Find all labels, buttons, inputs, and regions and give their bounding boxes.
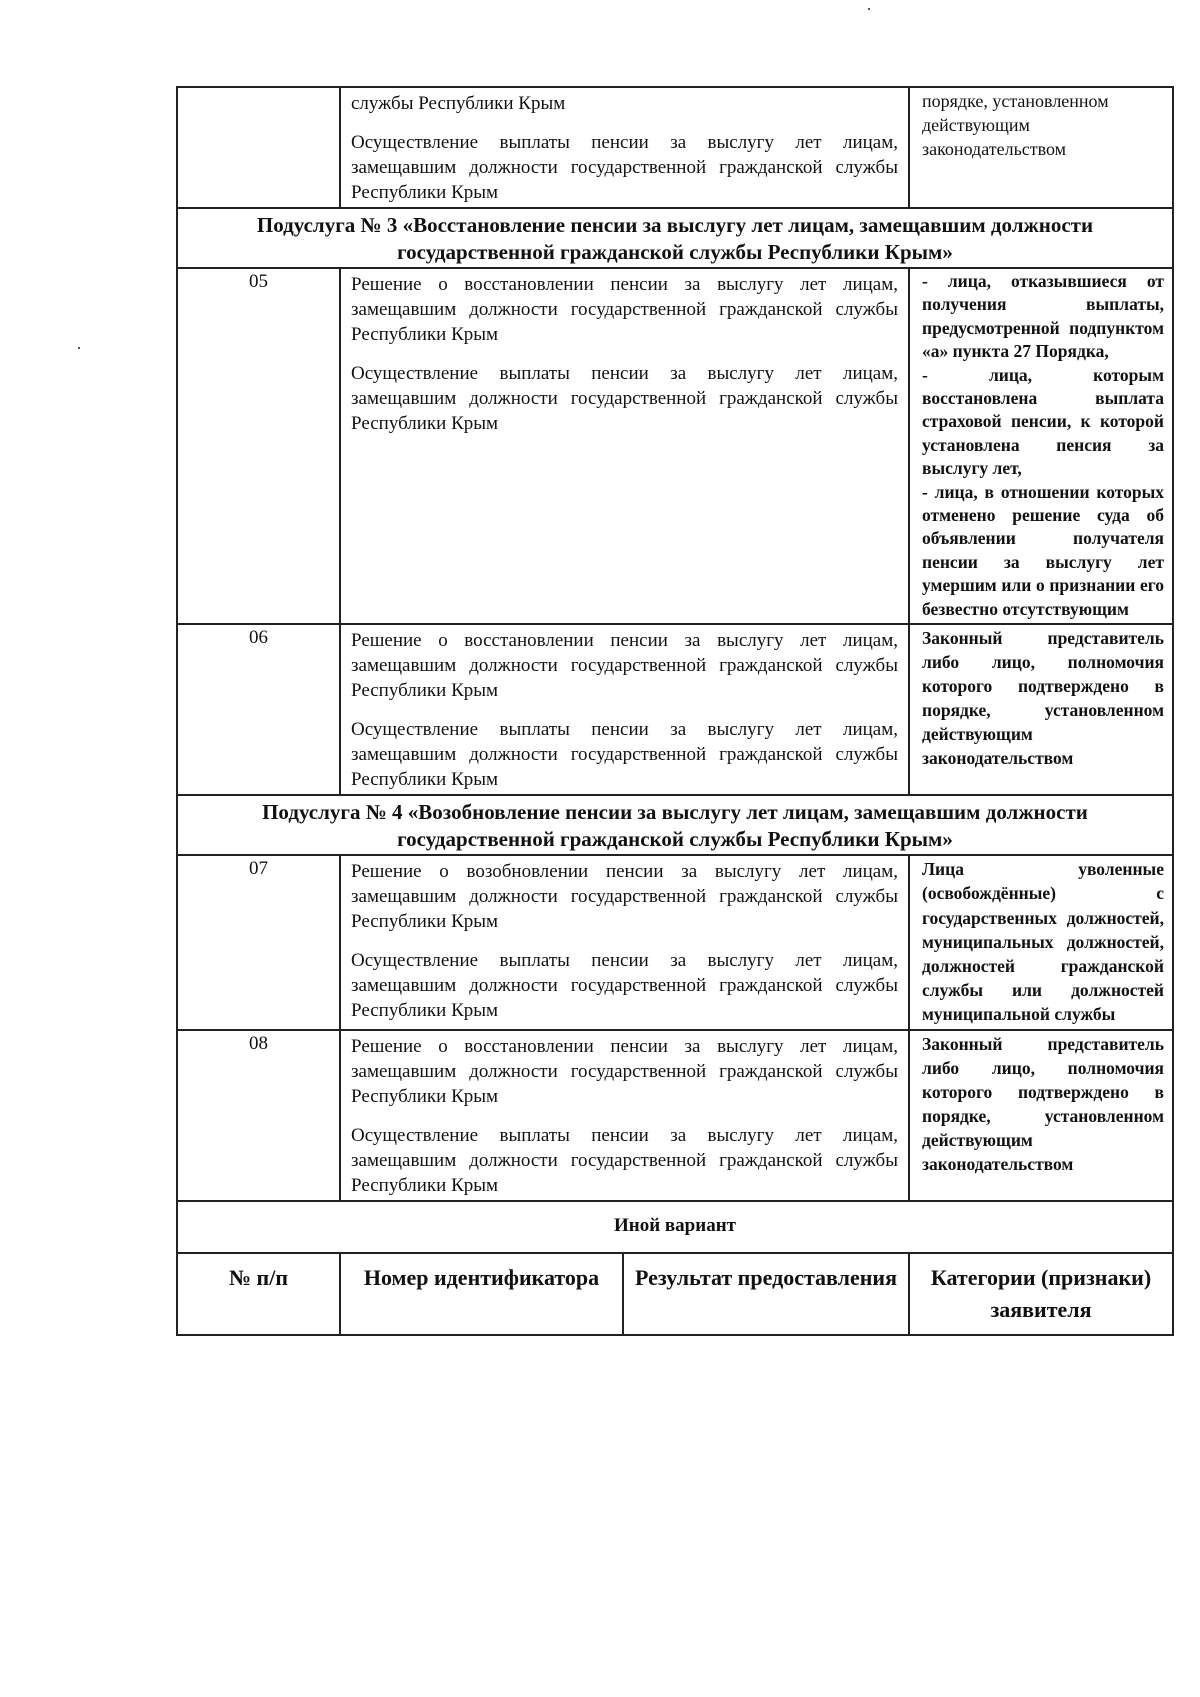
result-cell [340,855,909,1029]
result-decision: Решение о восстановлении пенсии за выслугу лет лицам, замещавшим должности государственной гражданской службы Республики Крым [351,274,898,345]
result-payment: Осуществление выплаты пенсии за выслугу лет лицам, замещавшим должности государственной гражданской службы Республики Крым [351,950,898,1022]
result-cell [340,624,909,795]
table-row [177,87,1173,208]
result-payment: Осуществление выплаты пенсии за выслугу лет лицам, замещавшим должности государственной гражданской службы Республики Крым [351,1124,898,1196]
header-col-result: Результат предоставления [623,1253,909,1335]
category-text: Законный представитель либо лицо, полномочия которого подтверждено в порядке, установленном действующим законодательством [922,1033,1164,1174]
document-page [176,86,1172,1336]
category-text: порядке, установленном действующим законодательством [922,91,1109,159]
result-cell [340,268,909,624]
result-decision: службы Республики Крым [351,93,566,114]
subservice-heading [177,795,1173,855]
header-col-category: Категории (признаки) заявителя [909,1253,1173,1335]
result-payment: Осуществление выплаты пенсии за выслугу лет лицам, замещавшим должности государственной гражданской службы Республики Крым [351,363,898,434]
result-cell [340,1030,909,1201]
result-decision: Решение о восстановлении пенсии за выслугу лет лицам, замещавшим должности государственной гражданской службы Республики Крым [351,630,898,702]
result-cell [340,87,909,208]
category-cell [909,1030,1173,1201]
scan-speck [78,347,80,349]
table-row [177,624,1173,795]
subservice-3-title: Подуслуга № 3 «Восстановление пенсии за выслугу лет лицам, замещавшим должности государственной гражданской службы Республики Крым» [177,208,1173,268]
result-payment: Осуществление выплаты пенсии за выслугу лет лицам, замещавшим должности государственной гражданской службы Республики Крым [351,719,898,791]
scan-speck [868,8,870,10]
category-text: Лица уволенные (освобождённые) с государственных должностей, муниципальных должностей, должностей гражданской службы или должностей муниципальной службы [922,859,1164,1025]
row-number: 06 [177,624,340,795]
table-row [177,855,1173,1029]
variant-header-table [176,1252,1174,1336]
row-number [177,87,340,208]
table-row [177,268,1173,624]
result-decision: Решение о восстановлении пенсии за выслугу лет лицам, замещавшим должности государственной гражданской службы Республики Крым [351,1035,898,1107]
category-cell [909,624,1173,795]
table-row [177,1030,1173,1201]
service-variants-table [176,86,1174,1254]
category-cell [909,268,1173,624]
result-payment: Осуществление выплаты пенсии за выслугу лет лицам, замещавшим должности государственной гражданской службы Республики Крым [351,132,898,203]
other-variant-title: Иной вариант [177,1201,1173,1253]
category-cell [909,855,1173,1029]
category-cell [909,87,1173,208]
header-row [177,1253,1173,1335]
header-col-num: № п/п [177,1253,340,1335]
header-col-id: Номер идентификатора [340,1253,623,1335]
row-number: 07 [177,855,340,1029]
row-number: 08 [177,1030,340,1201]
subservice-heading [177,208,1173,268]
subservice-4-title: Подуслуга № 4 «Возобновление пенсии за выслугу лет лицам, замещавшим должности государственной гражданской службы Республики Крым» [177,795,1173,855]
result-decision: Решение о возобновлении пенсии за выслугу лет лицам, замещавшим должности государственной гражданской службы Республики Крым [351,861,898,933]
category-text: - лица, отказывшиеся от получения выплаты, предусмотренной подпунктом «а» пункта 27 Порядка, - лица, которым восстановлена выплата страховой пенсии, к которой установлена пенсия за выслугу лет, - лица, в отношении которых отменено решение суда об объявлении получателя пенсии за выслугу лет умершим или о признании его безвестно отсутствующим [922,271,1164,619]
row-number: 05 [177,268,340,624]
category-text: Законный представитель либо лицо, полномочия которого подтверждено в порядке, установленном действующим законодательством [922,628,1164,769]
other-variant-row [177,1201,1173,1253]
